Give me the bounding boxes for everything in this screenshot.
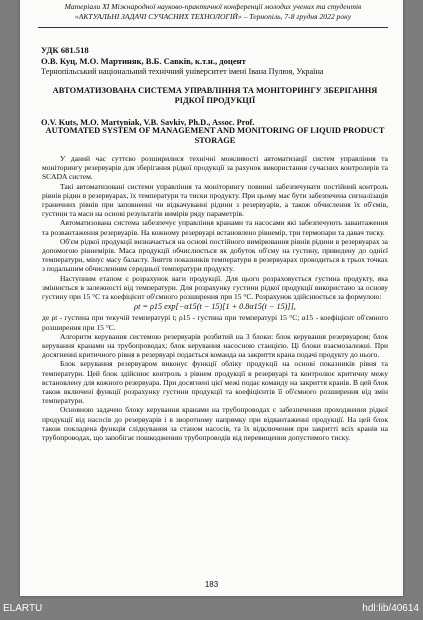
authors-ukrainian: О.В. Куц, М.О. Мартиняк, В.Б. Савків, к.т.н., доцент bbox=[41, 56, 246, 66]
affiliation: Тернопільський національний технічний університет імені Івана Пулюя, Україна bbox=[41, 67, 324, 76]
paper-title-ukrainian: АВТОМАТИЗОВАНА СИСТЕМА УПРАВЛІННЯ ТА МОНІТОРИНГУ ЗБЕРІГАННЯ РІДКОЇ ПРОДУКЦІЇ bbox=[52, 86, 378, 105]
density-formula: ρt = ρ15 exp[−α15(t − 15)[1 + 0.8α15(t − 15)]], bbox=[134, 302, 296, 312]
paragraph: Автоматизована система забезпечує управління кранами та насосами які забезпечують завантаження та розвантаження резервуарів. На кожному резервуарі встановлено рівнемір, три термопари та давач тиску. bbox=[42, 218, 388, 237]
document-page bbox=[20, 0, 403, 596]
paragraph: Основною задачею блоку керування кранами на трубопроводах є забезпечення проходження рідкої продукції від насосів до резервуарів і в зворотному напрямку при відвантаженні продукції. На цей блок також покладена функція слідкування за станом насосів, та їх відключення при закритті всіх кранів на трубопроводах, що запобігає пошкодженню трубопроводів від перевищення допустимого тиску. bbox=[42, 405, 388, 443]
header-divider bbox=[38, 27, 388, 28]
conference-header bbox=[38, 2, 388, 22]
paper-title-english: AUTOMATED SYSTEM OF MANAGEMENT AND MONITORING OF LIQUID PRODUCT STORAGE bbox=[45, 126, 385, 145]
header-line-2: «АКТУАЛЬНІ ЗАДАЧІ СУЧАСНИХ ТЕХНОЛОГІЙ» – Тернопіль, 7-8 грудня 2022 року bbox=[74, 12, 352, 21]
authors-english: O.V. Kuts, M.O. Martyniak, V.B. Savkiv, Ph.D., Assoc. Prof. bbox=[41, 118, 255, 127]
paragraph: Блок керування резервуаром виконує функції обліку продукції на основі показників рівня та температури. Цей блок здійснює контроль з рівнем продукції в резервуарі та контролює критичну межу встановлену для кожного резервуара. При досягнені цієї межі подає команду на закриття кранів. В цей блок також включені функції розрахунку густини продукції та коефіцієнтів її об'ємного розширення від змін температури. bbox=[42, 359, 388, 406]
paragraph: Об'єм рідкої продукції визначається на основі постійного вимірювання рівнів рідини в резервуарах за допомогою рівнемірів. Маса продукції обчислюється як добуток об'єму на густину, приведену до однієї температури, мінус масу баласту. Зняття показників температури в резервуарах проводиться в трьох точках з подальшим обчисленням середньої температури продукту. bbox=[42, 236, 388, 274]
repository-label: ELARTU bbox=[3, 603, 43, 614]
paragraph: Алгоритм керування системою резервуарів розбитий на 3 блоки: блок керування резервуаром; блок керування кранами на трубопроводах; блок керування насосною станцією. Ці блоки взаємозалежні. При досягненні критичного рівня в резервуарі подається команда на закриття крана подачі продукту до нього. bbox=[42, 331, 388, 360]
header-line-1: Матеріали ХІ Міжнародної науково-практичної конференції молодих учених та студентів bbox=[64, 2, 362, 11]
paragraph: Такі автоматизовані системи управління та моніторингу повинні забезпечувати постійний контроль рівнів рідин в резервуарах, їх температури та тиски продукту. При цьому має бути забезпечена сигналізація граничних рівнів при заповненні чи відкачуванні рідини з резервуарів, а також обчислення їх об'ємів, густини та маси на основі результатів вимірів ряду параметрів. bbox=[42, 181, 388, 219]
handle-id: hdl:lib/40614 bbox=[362, 603, 419, 614]
formula-legend: де ρt - густина при текучій температурі t; ρ15 - густина при температурі 15 °С; α15 - коефіцієнт об'ємного розширення при 15 °С. bbox=[42, 313, 388, 332]
paragraph: Наступним етапом є розрахунок ваги продукції. Для цього розраховується густина продукту, яка змінюється в залежності від температури. Для розрахунку густини рідкої продукції використано за основу густину при 15 °С та коефіцієнт об'ємного розширення при 15 °С. Розрахунок здійснюється за формулою: bbox=[42, 273, 388, 302]
paper-body bbox=[42, 154, 388, 442]
page-number: 183 bbox=[204, 580, 219, 589]
udk-code: УДК 681.518 bbox=[41, 45, 89, 55]
paragraph: У даний час суттєво розширилися технічні можливості автоматизації систем управління та моніторингу резервуарів для зберігання рідкої продукції за рахунок використання сучасних контролерів та SCADA систем. bbox=[42, 154, 388, 182]
